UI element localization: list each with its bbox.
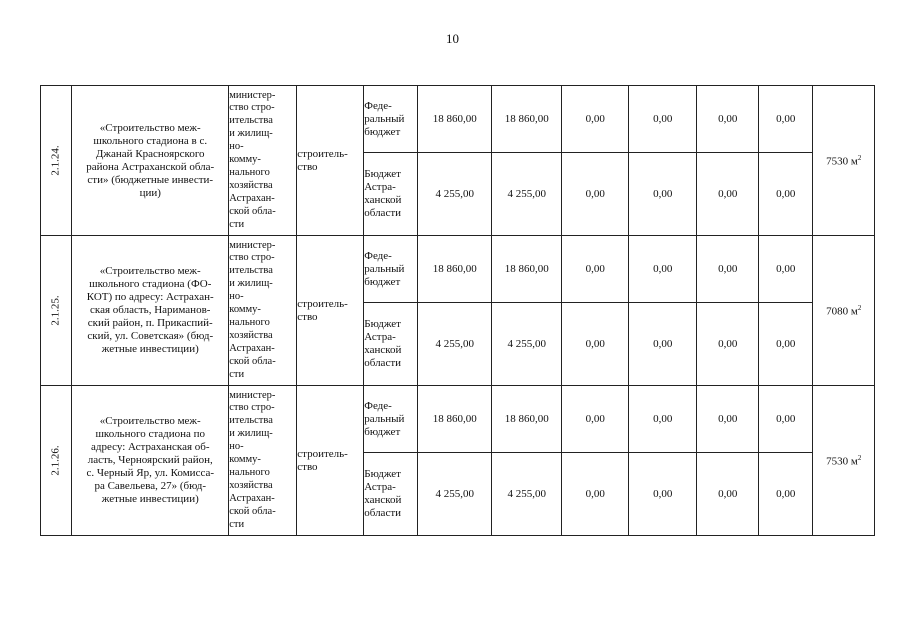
funding-value: 0,00 (697, 236, 759, 303)
funding-value: 0,00 (759, 86, 813, 153)
funding-value: 18 860,00 (418, 86, 492, 153)
funding-value: 0,00 (562, 453, 629, 536)
table-row (41, 236, 875, 303)
funding-source: Бюджет Астра- ханской области (364, 453, 418, 536)
responsible-executor-text: министер- ство стро- ительства и жилищ- но- комму- нального хозяйства Астрахан- ской обла- сти (229, 239, 276, 380)
funding-value: 0,00 (759, 153, 813, 236)
funding-value: 0,00 (562, 86, 629, 153)
funding-value: 0,00 (697, 386, 759, 453)
table-row (41, 386, 875, 453)
funding-value: 18 860,00 (492, 86, 562, 153)
funding-value: 4 255,00 (492, 453, 562, 536)
funding-value: 18 860,00 (418, 386, 492, 453)
funding-value: 0,00 (562, 386, 629, 453)
funding-value: 0,00 (697, 453, 759, 536)
funding-value: 0,00 (629, 453, 697, 536)
funding-value: 0,00 (629, 153, 697, 236)
funding-value: 4 255,00 (418, 303, 492, 386)
funding-value: 18 860,00 (418, 236, 492, 303)
row-number-text: 2.1.26. (49, 445, 62, 476)
funding-value: 0,00 (629, 236, 697, 303)
work-type: строитель- ство (297, 236, 364, 386)
funding-source: Феде- ральный бюджет (364, 86, 418, 153)
capacity-unit-superscript: 2 (857, 454, 862, 463)
funding-source: Бюджет Астра- ханской области (364, 303, 418, 386)
funding-value: 0,00 (562, 153, 629, 236)
row-number (41, 236, 72, 386)
table-row (41, 86, 875, 153)
funding-value: 0,00 (759, 303, 813, 386)
funding-source: Бюджет Астра- ханской области (364, 153, 418, 236)
funding-source: Феде- ральный бюджет (364, 236, 418, 303)
capacity-unit-superscript: 2 (857, 304, 862, 313)
capacity-value: 7080 м (826, 305, 858, 318)
object-description: «Строительство меж- школьного стадиона (ФО- КОТ) по адресу: Астрахан- ская область, Нариманов- ский район, п. Прикаспий- ский, ул. Советская» (бюд- жетные инвестиции) (72, 236, 229, 386)
capacity (813, 236, 875, 386)
responsible-executor (229, 86, 297, 236)
funding-value: 0,00 (697, 153, 759, 236)
page-number: 10 (446, 31, 459, 46)
funding-value: 4 255,00 (418, 153, 492, 236)
funding-value: 4 255,00 (418, 453, 492, 536)
funding-value: 18 860,00 (492, 386, 562, 453)
responsible-executor-text: министер- ство стро- ительства и жилищ- но- комму- нального хозяйства Астрахан- ской обла- сти (229, 89, 276, 230)
row-number-text: 2.1.24. (49, 145, 62, 176)
funding-value: 0,00 (629, 386, 697, 453)
object-description: «Строительство меж- школьного стадиона в с. Джанай Красноярского района Астраханской обла- сти» (бюджетные инвести- ции) (72, 86, 229, 236)
capacity-value: 7530 м (826, 155, 858, 168)
responsible-executor-text: министер- ство стро- ительства и жилищ- но- комму- нального хозяйства Астрахан- ской обла- сти (229, 389, 276, 530)
funding-value: 0,00 (562, 303, 629, 386)
capacity-unit-superscript: 2 (857, 154, 862, 163)
funding-value: 0,00 (697, 303, 759, 386)
funding-value: 0,00 (629, 303, 697, 386)
work-type: строитель- ство (297, 386, 364, 536)
funding-value: 4 255,00 (492, 303, 562, 386)
responsible-executor (229, 236, 297, 386)
row-number-text: 2.1.25. (49, 295, 62, 326)
funding-value: 0,00 (697, 86, 759, 153)
funding-value: 18 860,00 (492, 236, 562, 303)
funding-value: 0,00 (759, 386, 813, 453)
funding-source: Феде- ральный бюджет (364, 386, 418, 453)
object-description: «Строительство меж- школьного стадиона по адресу: Астраханская об- ласть, Черноярский район, с. Черный Яр, ул. Комисса- ра Савельева, 27» (бюд- жетные инвестиции) (72, 386, 229, 536)
capacity (813, 86, 875, 236)
capacity-value: 7530 м (826, 455, 858, 468)
funding-value: 0,00 (562, 236, 629, 303)
funding-value: 0,00 (759, 236, 813, 303)
funding-value: 4 255,00 (492, 153, 562, 236)
row-number (41, 386, 72, 536)
work-type: строитель- ство (297, 86, 364, 236)
program-table (40, 85, 875, 536)
responsible-executor (229, 386, 297, 536)
row-number (41, 86, 72, 236)
funding-value: 0,00 (629, 86, 697, 153)
capacity (813, 386, 875, 536)
funding-value: 0,00 (759, 453, 813, 536)
